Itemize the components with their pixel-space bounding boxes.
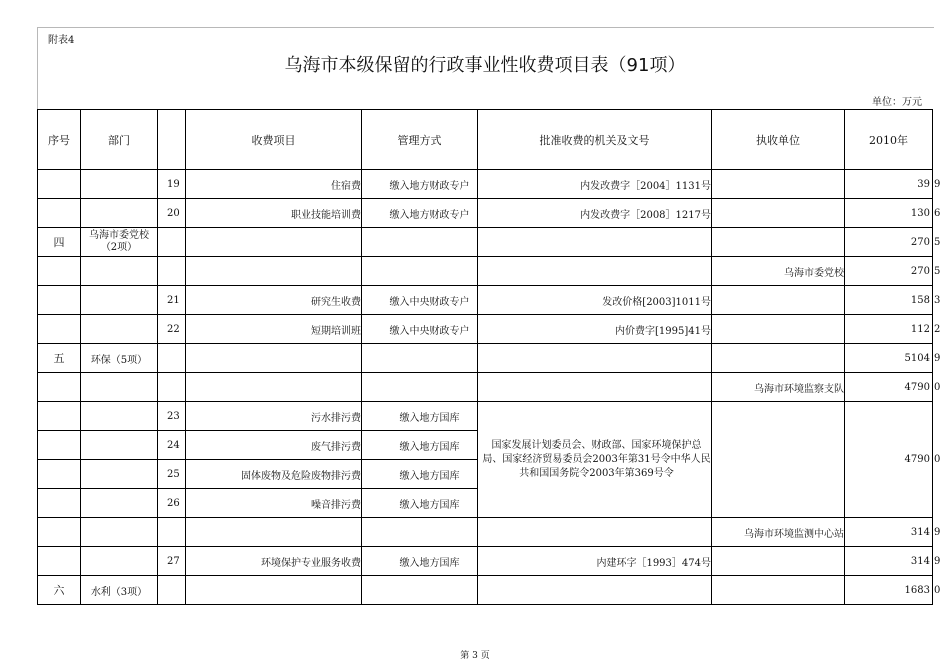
table-row [38, 344, 944, 373]
sub-seq-cell: 23 [158, 402, 186, 431]
seq-cell [38, 547, 81, 576]
table-row [38, 373, 944, 402]
dept-cell: 水利（3项） [81, 576, 158, 605]
seq-cell [38, 431, 81, 460]
spill-cell: 9 [933, 547, 944, 576]
sub-seq-cell: 22 [158, 315, 186, 344]
management-cell: 缴入地方国库 [362, 489, 478, 518]
sub-seq-cell: 27 [158, 547, 186, 576]
management-cell: 缴入中央财政专户 [362, 286, 478, 315]
seq-cell [38, 170, 81, 199]
header-collector: 执收单位 [712, 110, 845, 170]
collector-cell [712, 199, 845, 228]
fee-item-cell: 废气排污费 [186, 431, 362, 460]
collector-cell [712, 170, 845, 199]
fee-item-cell [186, 576, 362, 605]
spill-cell: 0 [933, 373, 944, 402]
page-title: 乌海市本级保留的行政事业性收费项目表（91项） [284, 55, 686, 76]
seq-cell [38, 257, 81, 286]
fee-item-cell [186, 228, 362, 257]
collector-cell [712, 576, 845, 605]
management-cell: 缴入地方国库 [362, 460, 478, 489]
table-row [38, 228, 944, 257]
dept-cell [81, 431, 158, 460]
fee-item-cell [186, 257, 362, 286]
spill-cell: 5 [933, 228, 944, 257]
fee-item-cell: 研究生收费 [186, 286, 362, 315]
collector-cell: 乌海市环境监察支队 [712, 373, 845, 402]
header-sub-seq [158, 110, 186, 170]
approval-cell: 内价费字[1995]41号 [478, 315, 712, 344]
collector-cell [712, 286, 845, 315]
approval-merged-cell: 国家发展计划委员会、财政部、国家环境保护总局、国家经济贸易委员会2003年第31号令中华人民共和国国务院令2003年第369号令 [478, 402, 712, 518]
dept-cell [81, 373, 158, 402]
approval-cell: 内建环字［1993］474号 [478, 547, 712, 576]
approval-cell [478, 344, 712, 373]
seq-cell [38, 460, 81, 489]
amount-cell: 270 [845, 228, 933, 257]
management-cell: 缴入中央财政专户 [362, 315, 478, 344]
fee-item-cell [186, 518, 362, 547]
management-cell: 缴入地方财政专户 [362, 170, 478, 199]
fee-item-cell: 职业技能培训费 [186, 199, 362, 228]
sub-seq-cell: 25 [158, 460, 186, 489]
sub-seq-cell [158, 576, 186, 605]
collector-cell: 乌海市委党校 [712, 257, 845, 286]
fee-item-cell: 固体废物及危险废物排污费 [186, 460, 362, 489]
appendix-label: 附表4 [48, 35, 75, 46]
seq-cell [38, 402, 81, 431]
fee-item-cell: 环境保护专业服务收费 [186, 547, 362, 576]
approval-cell [478, 373, 712, 402]
table-row [38, 257, 944, 286]
table-row [38, 286, 944, 315]
page-number: 第 3 页 [460, 651, 490, 661]
spill-cell: 9 [933, 518, 944, 547]
approval-cell [478, 518, 712, 547]
approval-cell [478, 576, 712, 605]
spill-cell: 9 [933, 344, 944, 373]
header-year: 2010年 [845, 110, 933, 170]
spill-cell: 0 [933, 576, 944, 605]
dept-cell: 环保（5项） [81, 344, 158, 373]
unit-label: 单位：万元 [872, 97, 922, 108]
table-row [38, 518, 944, 547]
collector-merged-cell [712, 402, 845, 518]
spill-cell: 5 [933, 257, 944, 286]
sub-seq-cell [158, 257, 186, 286]
dept-cell [81, 460, 158, 489]
header-spill [933, 110, 944, 170]
spill-cell: 6 [933, 199, 944, 228]
collector-cell [712, 315, 845, 344]
spill-cell: 2 [933, 315, 944, 344]
spill-cell: 9 [933, 170, 944, 199]
fee-item-cell: 住宿费 [186, 170, 362, 199]
dept-cell [81, 489, 158, 518]
dept-cell [81, 518, 158, 547]
spill-cell: 3 [933, 286, 944, 315]
fee-item-cell: 短期培训班 [186, 315, 362, 344]
seq-cell [38, 286, 81, 315]
dept-cell [81, 257, 158, 286]
management-cell [362, 373, 478, 402]
amount-cell: 1683 [845, 576, 933, 605]
sub-seq-cell: 26 [158, 489, 186, 518]
management-cell: 缴入地方财政专户 [362, 199, 478, 228]
dept-cell [81, 286, 158, 315]
management-cell [362, 344, 478, 373]
amount-cell: 112 [845, 315, 933, 344]
fee-item-cell: 污水排污费 [186, 402, 362, 431]
seq-cell [38, 518, 81, 547]
dept-cell [81, 315, 158, 344]
seq-cell [38, 489, 81, 518]
amount-cell: 158 [845, 286, 933, 315]
fee-table [37, 109, 944, 605]
dept-cell: 乌海市委党校（2项） [81, 228, 158, 257]
table-row [38, 315, 944, 344]
header-seq: 序号 [38, 110, 81, 170]
management-cell [362, 518, 478, 547]
dept-cell [81, 547, 158, 576]
dept-cell [81, 402, 158, 431]
seq-cell [38, 315, 81, 344]
amount-cell: 270 [845, 257, 933, 286]
collector-cell [712, 547, 845, 576]
sub-seq-cell: 21 [158, 286, 186, 315]
amount-cell: 5104 [845, 344, 933, 373]
approval-cell: 发改价格[2003]1011号 [478, 286, 712, 315]
header-management: 管理方式 [362, 110, 478, 170]
sub-seq-cell: 24 [158, 431, 186, 460]
table-header-row [38, 110, 944, 170]
seq-cell [38, 373, 81, 402]
spill-merged-cell: 0 [933, 402, 944, 518]
management-cell: 缴入地方国库 [362, 402, 478, 431]
management-cell [362, 576, 478, 605]
sub-seq-cell [158, 228, 186, 257]
approval-cell: 内发改费字［2004］1131号 [478, 170, 712, 199]
approval-cell [478, 228, 712, 257]
amount-cell: 314 [845, 547, 933, 576]
sub-seq-cell [158, 518, 186, 547]
seq-cell: 六 [38, 576, 81, 605]
management-cell [362, 257, 478, 286]
amount-merged-cell: 4790 [845, 402, 933, 518]
table-row [38, 402, 944, 431]
collector-cell [712, 344, 845, 373]
fee-item-cell: 噪音排污费 [186, 489, 362, 518]
amount-cell: 314 [845, 518, 933, 547]
seq-cell: 五 [38, 344, 81, 373]
amount-cell: 130 [845, 199, 933, 228]
collector-cell: 乌海市环境监测中心站 [712, 518, 845, 547]
amount-cell: 39 [845, 170, 933, 199]
seq-cell [38, 199, 81, 228]
dept-cell [81, 199, 158, 228]
approval-cell: 内发改费字［2008］1217号 [478, 199, 712, 228]
header-fee-item: 收费项目 [186, 110, 362, 170]
fee-item-cell [186, 373, 362, 402]
table-row [38, 170, 944, 199]
sub-seq-cell: 19 [158, 170, 186, 199]
table-row [38, 199, 944, 228]
table-row [38, 576, 944, 605]
header-dept: 部门 [81, 110, 158, 170]
sub-seq-cell [158, 344, 186, 373]
dept-cell [81, 170, 158, 199]
amount-cell: 4790 [845, 373, 933, 402]
seq-cell: 四 [38, 228, 81, 257]
management-cell: 缴入地方国库 [362, 431, 478, 460]
approval-cell [478, 257, 712, 286]
fee-item-cell [186, 344, 362, 373]
header-approval: 批准收费的机关及文号 [478, 110, 712, 170]
management-cell [362, 228, 478, 257]
collector-cell [712, 228, 845, 257]
sub-seq-cell [158, 373, 186, 402]
table-row [38, 547, 944, 576]
sub-seq-cell: 20 [158, 199, 186, 228]
management-cell: 缴入地方国库 [362, 547, 478, 576]
